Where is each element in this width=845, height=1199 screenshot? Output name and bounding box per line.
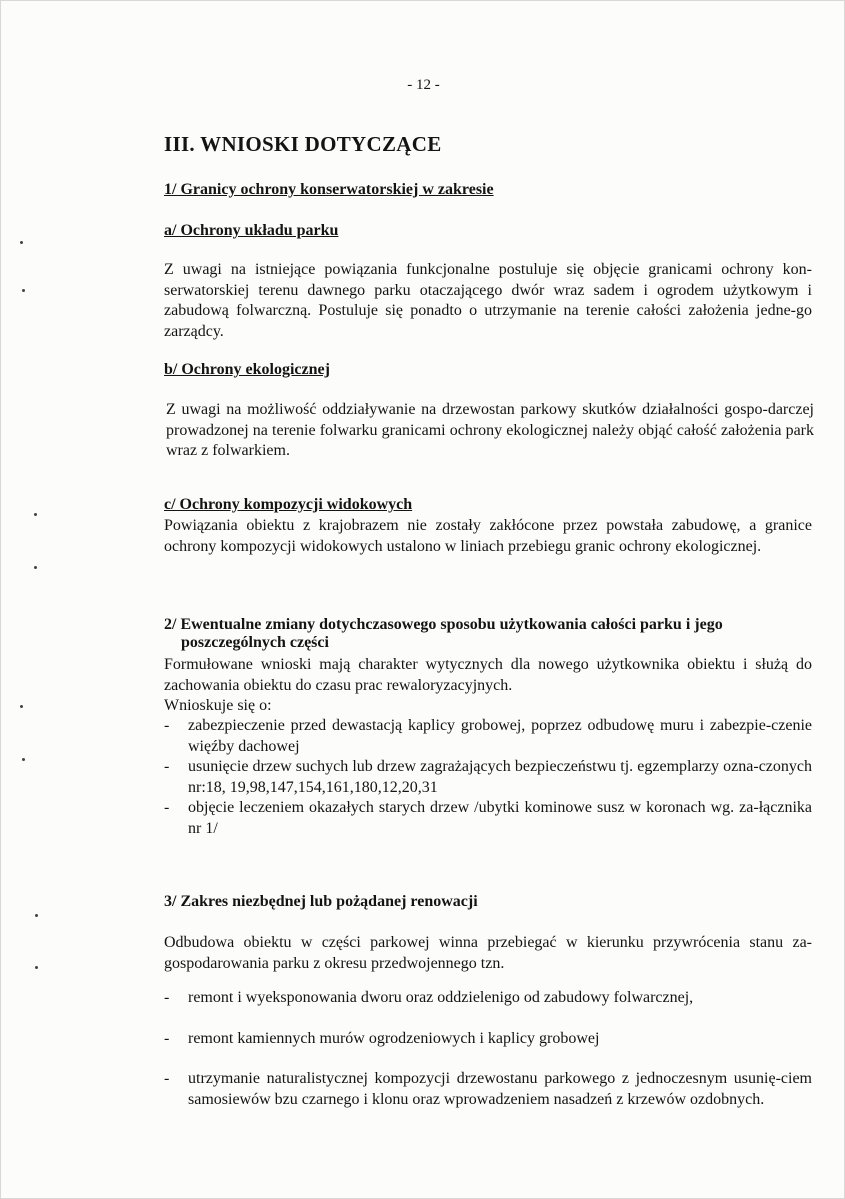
list-dash: -: [164, 989, 170, 1006]
list-item: - remont kamiennych murów ogrodzeniowych i kaplicy grobowej: [164, 1029, 812, 1050]
section-3-list: [164, 988, 812, 1130]
section-2-title-line1: 2/ Ewentualne zmiany dotychczasowego sposobu użytkowania całości parku i jego: [164, 616, 723, 633]
chapter-heading: III. WNIOSKI DOTYCZĄCE: [164, 132, 442, 156]
section-1-title: 1/ Granicy ochrony konserwatorskiej w zakresie: [164, 181, 494, 198]
page-number: - 12 -: [407, 77, 440, 93]
list-dash: -: [164, 1029, 170, 1047]
list-dash: -: [164, 799, 170, 816]
scan-speck: [20, 241, 23, 244]
section-2-intro: Formułowane wnioski mają charakter wytycznych dla nowego użytkownika obiektu i służą do zachowania obiektu do czasu prac rewaloryzacyjnych.: [164, 656, 812, 694]
list-item: - zabezpieczenie przed dewastacją kaplicy grobowej, poprzez odbudowę muru i zabezpie-czenie więźby dachowej: [164, 717, 812, 755]
list-item: - usunięcie drzew suchych lub drzew zagrażających bezpieczeństwu tj. egzemplarzy ozna-czonych nr:18, 19,98,147,154,161,180,12,20,31: [164, 758, 812, 796]
list-dash: -: [164, 717, 170, 734]
scan-speck: [22, 758, 25, 761]
subsection-a-text: Z uwagi na istniejące powiązania funkcjonalne postuluje się objęcie granicami ochrony kon-serwatorskiej terenu dawnego parku otaczającego dwór wraz sadem i ogrodem użytkowym i zabudową folwarczną. Postuluje się ponadto o utrzymanie na terenie całości założenia jedne-go zarządcy.: [164, 261, 812, 340]
list-item: - remont i wyeksponowania dworu oraz oddzielenigo od zabudowy folwarcznej,: [164, 988, 812, 1009]
section-2-title-line2: poszczególnych części: [181, 634, 329, 651]
list-dash: -: [164, 1070, 170, 1087]
section-2-title: [164, 616, 723, 652]
list-item: - objęcie leczeniem okazałych starych drzew /ubytki kominowe susz w koronach wg. za-łącznika nr 1/: [164, 799, 812, 837]
subsection-a-title: a/ Ochrony układu parku: [164, 222, 339, 239]
scan-speck: [34, 513, 37, 516]
section-2-lead: Wnioskuje się o:: [164, 697, 272, 714]
section-3-intro: Odbudowa obiektu w części parkowej winna przebiegać w kierunku przywrócenia stanu za-gospodarowania parku z okresu przedwojennego tzn.: [164, 934, 812, 972]
subsection-c-title: c/ Ochrony kompozycji widokowych: [164, 496, 413, 513]
subsection-b-title: b/ Ochrony ekologicznej: [164, 361, 330, 378]
section-2-list: [164, 716, 812, 839]
section-3-title: 3/ Zakres niezbędnej lub pożądanej renowacji: [164, 893, 478, 910]
scan-speck: [34, 566, 37, 569]
list-dash: -: [164, 758, 170, 775]
list-item: - utrzymanie naturalistycznej kompozycji drzewostanu parkowego z jednoczesnym usunię-ciem samosiewów bzu czarnego i klonu oraz wprowadzeniem nasadzeń z krzewów ozdobnych.: [164, 1070, 812, 1108]
subsection-b-text: Z uwagi na możliwość oddziaływanie na drzewostan parkowy skutków działalności gospo-darczej prowadzonej na terenie folwarku granicami ochrony ekologicznej należy objąć całość założenia park wraz z folwarkiem.: [166, 401, 814, 459]
scan-speck: [20, 705, 23, 708]
subsection-c-text: Powiązania obiektu z krajobrazem nie zostały zakłócone przez powstała zabudowę, a granice ochrony kompozycji widokowych ustalono w liniach przebiegu granic ochrony ekologicznej.: [164, 517, 812, 555]
scan-speck: [35, 914, 38, 917]
scan-speck: [35, 966, 38, 969]
scan-speck: [22, 289, 25, 292]
